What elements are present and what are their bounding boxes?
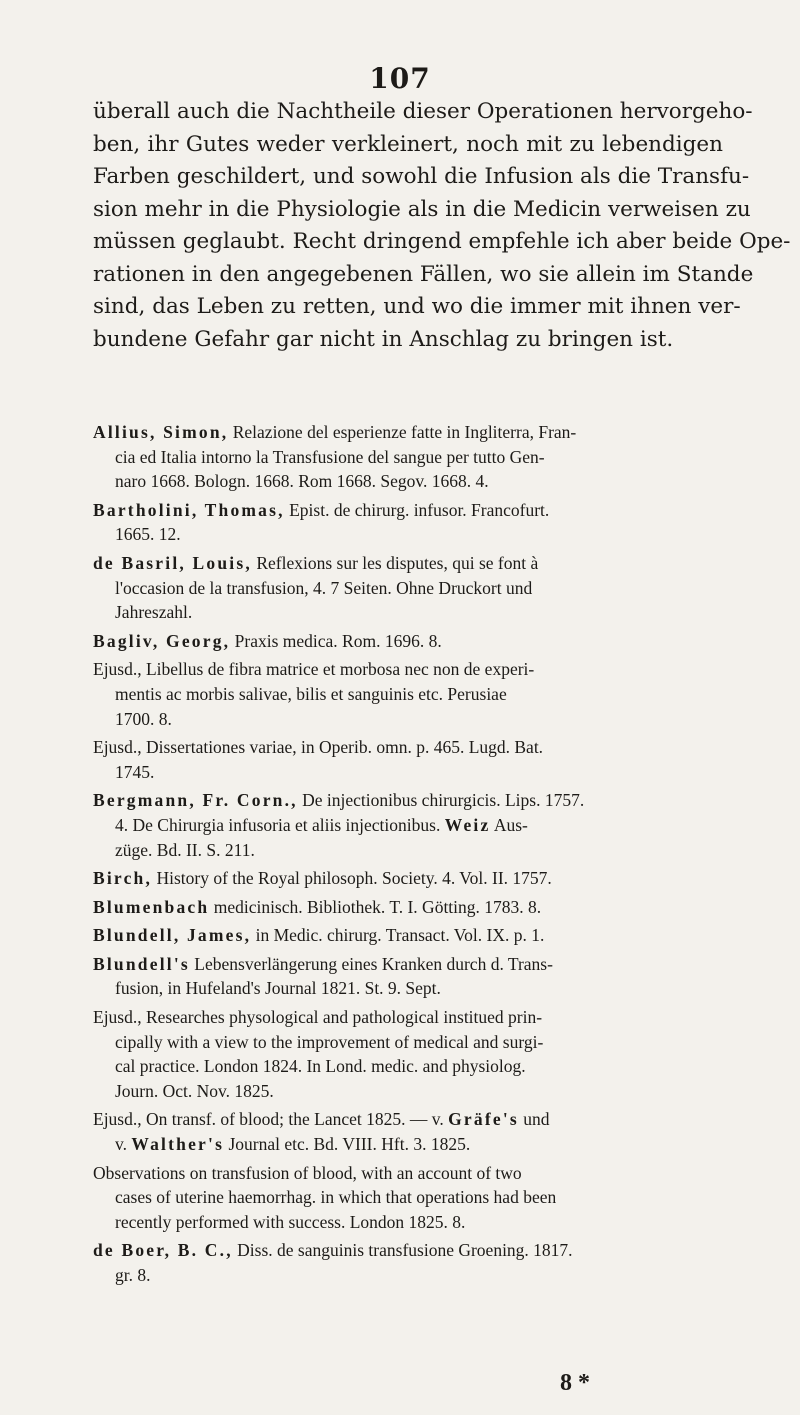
- entry-line: [93, 788, 723, 813]
- entry-line: [93, 1238, 723, 1263]
- author-name: Allius, Simon,: [93, 422, 229, 442]
- bibliography-entry: [93, 895, 723, 920]
- paragraph-line: ben, ihr Gutes weder verkleinert, noch mit zu lebendigen: [93, 131, 723, 157]
- paragraph-line: Farben geschildert, und sowohl die Infusion als die Transfu-: [93, 164, 750, 189]
- entry-line: gr. 8.: [115, 1265, 151, 1285]
- author-name: Gräfe's: [448, 1109, 519, 1130]
- entry-text: in Medic. chirurg. Transact. Vol. IX. p. 1.: [251, 925, 545, 946]
- bibliography-entry: [93, 923, 723, 948]
- entry-line: Journ. Oct. Nov. 1825.: [115, 1080, 274, 1101]
- bibliography-entry: [93, 788, 723, 862]
- entry-line: Jahreszahl.: [115, 602, 193, 623]
- bibliography-entry: [93, 1107, 723, 1156]
- bibliography-entry: [93, 1005, 723, 1103]
- entry-text: Diss. de sanguinis transfusione Groening. 1817.: [232, 1240, 573, 1261]
- entry-text: Observations on transfusion of blood, with an account of two: [93, 1162, 522, 1183]
- entry-line: [93, 551, 723, 576]
- bibliography-entry: [93, 420, 723, 494]
- paragraph-line: rationen in den angegebenen Fällen, wo sie allein im Stande: [93, 261, 754, 287]
- entry-line: 1700. 8.: [115, 708, 172, 729]
- entry-line: mentis ac morbis salivae, bilis et sanguinis etc. Perusiae: [115, 683, 507, 704]
- bibliography-entry: [93, 1161, 723, 1235]
- entry-line: cia ed Italia intorno la Transfusione del sangue per tutto Gen-: [115, 446, 545, 467]
- bibliography-entry: [93, 952, 723, 1001]
- entry-line: [93, 923, 723, 948]
- author-name: Bergmann, Fr. Corn.,: [93, 790, 298, 811]
- bibliography-entry: [93, 1238, 723, 1287]
- entry-text: v.: [115, 1134, 132, 1155]
- entry-text: Ejusd., Dissertationes variae, in Operib. omn. p. 465. Lugd. Bat.: [93, 737, 544, 758]
- body-paragraph: [93, 96, 791, 356]
- paragraph-line: müssen geglaubt. Recht dringend empfehle ich aber beide Ope-: [93, 229, 791, 254]
- author-name: Blumenbach: [93, 896, 210, 917]
- page-number: 107: [369, 62, 431, 95]
- entry-text: 4. De Chirurgia infusoria et aliis injectionibus.: [115, 814, 445, 835]
- entry-text: Ejusd., Libellus de fibra matrice et morbosa nec non de experi-: [93, 659, 535, 680]
- entry-line: [93, 1161, 723, 1186]
- entry-text: und: [518, 1109, 550, 1130]
- entry-line: l'occasion de la transfusion, 4. 7 Seiten. Ohne Druckort und: [115, 577, 533, 598]
- entry-text: Ejusd., Researches physological and pathological institued prin-: [93, 1007, 543, 1028]
- entry-text: medicinisch. Bibliothek. T. I. Götting. 1783. 8.: [209, 896, 542, 917]
- entry-text: Aus-: [490, 814, 528, 835]
- entry-line: [93, 813, 723, 838]
- entry-line: züge. Bd. II. S. 211.: [115, 839, 255, 860]
- author-name: de Basril, Louis,: [93, 552, 252, 573]
- author-name: de Boer, B. C.,: [93, 1240, 233, 1261]
- entry-line: [93, 1132, 723, 1157]
- bibliography-entry: [93, 657, 723, 731]
- author-name: Blundell, James,: [93, 925, 252, 946]
- entry-text: Reflexions sur les disputes, qui se font à: [251, 552, 539, 573]
- bibliography-entry: [93, 735, 723, 784]
- signature-mark: 8 *: [560, 1370, 590, 1396]
- entry-text: Lebensverlängerung eines Kranken durch d. Trans-: [189, 953, 553, 974]
- author-name: Bagliv, Georg,: [93, 630, 231, 651]
- entry-line: cases of uterine haemorrhag. in which that operations had been: [115, 1187, 557, 1208]
- bibliography-list: [93, 420, 723, 1292]
- entry-line: [93, 657, 723, 682]
- entry-line: [93, 629, 723, 654]
- entry-line: [93, 952, 723, 977]
- entry-text: Epist. de chirurg. infusor. Francofurt.: [284, 499, 550, 520]
- entry-text: Praxis medica. Rom. 1696. 8.: [230, 630, 442, 651]
- entry-line: [93, 735, 723, 760]
- entry-text: History of the Royal philosoph. Society. 4. Vol. II. 1757.: [152, 868, 552, 889]
- entry-line: [93, 1107, 723, 1132]
- bibliography-entry: [93, 629, 723, 654]
- paragraph-line: sion mehr in die Physiologie als in die Medicin verweisen zu: [93, 196, 751, 222]
- paragraph-line: bundene Gefahr gar nicht in Anschlag zu bringen ist.: [93, 326, 674, 352]
- entry-line: recently performed with success. London 1825. 8.: [115, 1211, 466, 1232]
- entry-text: Ejusd., On transf. of blood; the Lancet 1825. — v.: [93, 1109, 449, 1130]
- entry-line: [93, 895, 723, 920]
- entry-line: [93, 420, 723, 445]
- author-name: Walther's: [131, 1134, 225, 1155]
- entry-line: naro 1668. Bologn. 1668. Rom 1668. Segov. 1668. 4.: [115, 471, 489, 492]
- entry-line: [93, 1005, 723, 1030]
- paragraph-line: sind, das Leben zu retten, und wo die immer mit ihnen ver-: [93, 294, 741, 319]
- entry-line: [93, 866, 723, 891]
- bibliography-entry: [93, 498, 723, 547]
- bibliography-entry: [93, 551, 723, 625]
- author-name: Weiz: [444, 814, 491, 835]
- author-name: Bartholini, Thomas,: [93, 499, 285, 520]
- author-name: Blundell's: [93, 953, 190, 974]
- entry-line: cipally with a view to the improvement of medical and surgi-: [115, 1031, 544, 1052]
- author-name: Birch,: [93, 868, 153, 889]
- entry-line: 1665. 12.: [115, 524, 181, 545]
- entry-line: [93, 498, 723, 523]
- entry-text: Relazione del esperienze fatte in Ingliterra, Fran-: [228, 422, 577, 442]
- entry-text: Journal etc. Bd. VIII. Hft. 3. 1825.: [224, 1134, 471, 1155]
- bibliography-entry: [93, 866, 723, 891]
- entry-text: De injectionibus chirurgicis. Lips. 1757.: [297, 790, 585, 811]
- entry-line: 1745.: [115, 761, 155, 782]
- paragraph-line: überall auch die Nachtheile dieser Operationen hervorgeho-: [93, 99, 753, 124]
- entry-line: cal practice. London 1824. In Lond. medic. and physiolog.: [115, 1056, 526, 1077]
- entry-line: fusion, in Hufeland's Journal 1821. St. 9. Sept.: [115, 978, 441, 999]
